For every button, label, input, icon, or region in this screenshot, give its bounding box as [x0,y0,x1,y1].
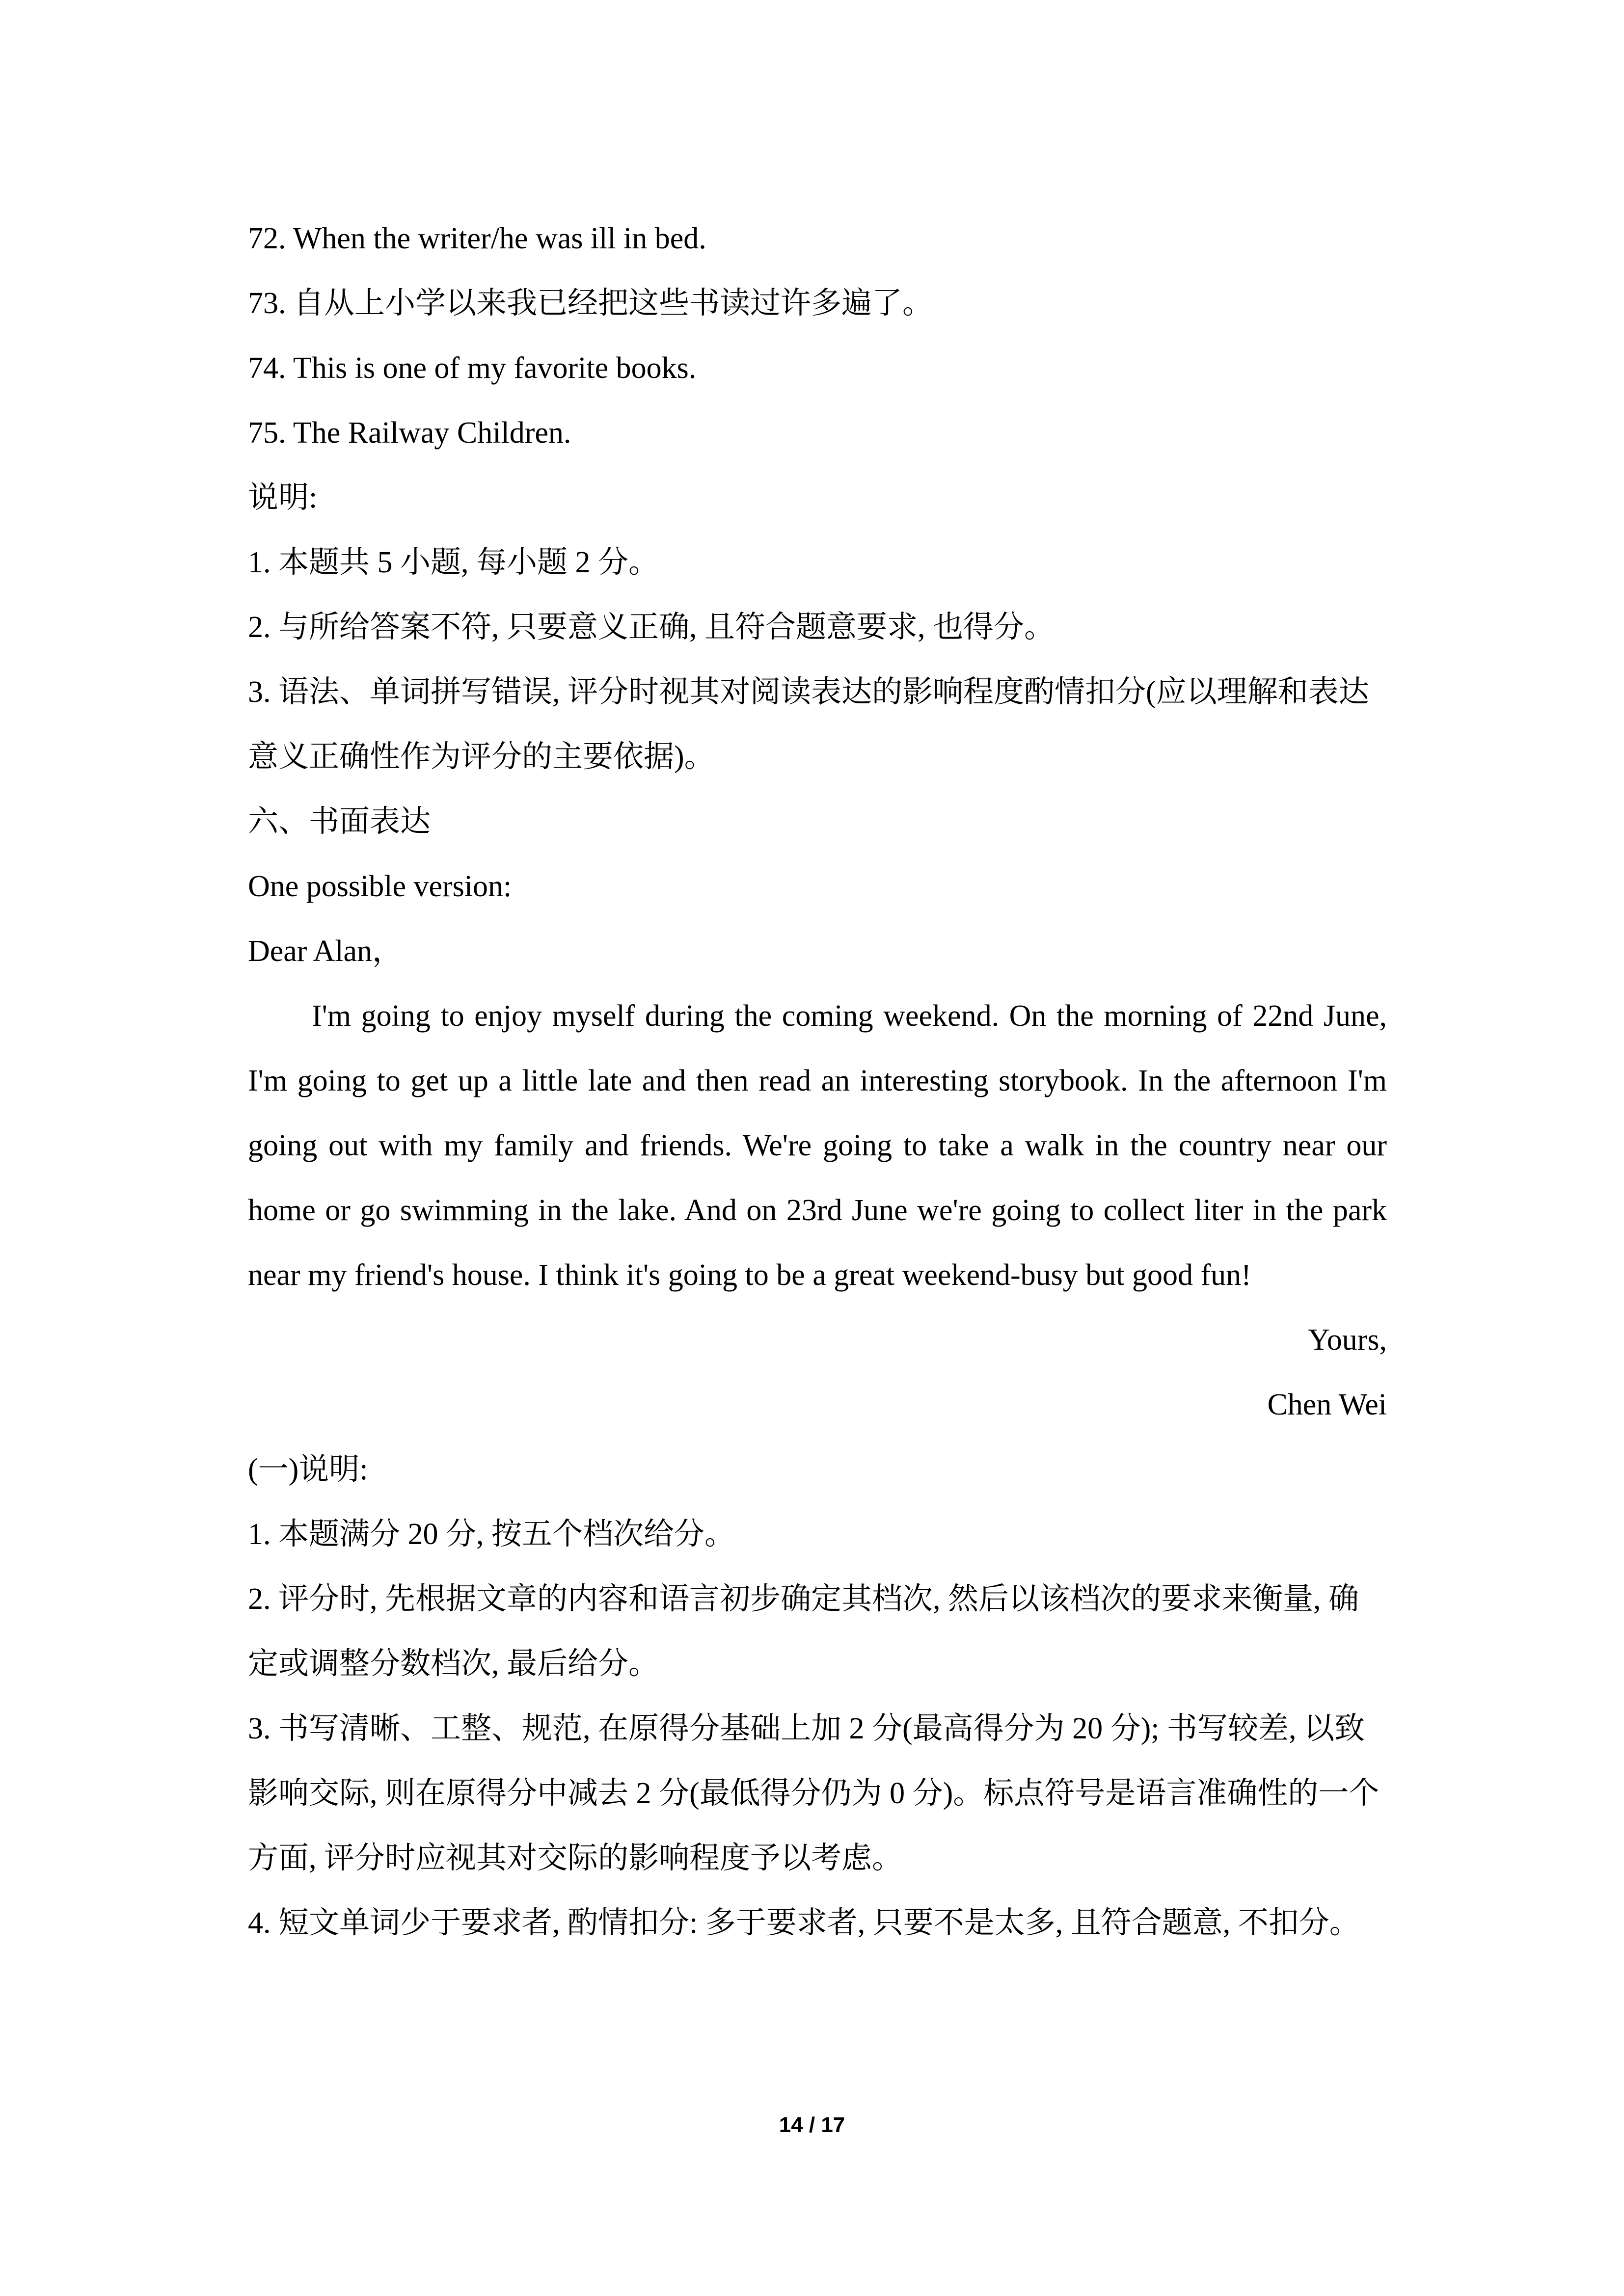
letter-greeting: Dear Alan， [248,934,403,968]
version-label: One possible version: [248,870,512,903]
letter-closing: Yours, [1308,1323,1387,1357]
notes-heading: 说明: [248,481,318,514]
scoring-note-1: 1. 本题满分 20 分, 按五个档次给分。 [248,1518,735,1551]
answer-75: 75. The Railway Children. [248,416,571,450]
scoring-note-4: 4. 短文单词少于要求者, 酌情扣分: 多于要求者, 只要不是太多, 且符合题意, 不扣分。 [248,1906,1360,1940]
note-2: 2. 与所给答案不符, 只要意义正确, 且符合题意要求, 也得分。 [248,611,1055,644]
scoring-note-3: 3. 书写清晰、工整、规范, 在原得分基础上加 2 分(最高得分为 20 分); 书写较差, 以致影响交际, 则在原得分中减去 2 分(最低得分仍为 0 分)。标点符号是语言准确性的一个方面, 评分时应视其对交际的影响程度予以考虑。 [248,1712,1380,1875]
answer-73: 73. 自从上小学以来我已经把这些书读过许多遍了。 [248,287,933,320]
answer-74: 74. This is one of my favorite books. [248,351,697,385]
scoring-heading: (一)说明: [248,1453,368,1486]
letter-signature: Chen Wei [1267,1388,1387,1421]
page-content [248,206,1387,1955]
page-number: 14 / 17 [779,2113,845,2137]
note-3: 3. 语法、单词拼写错误, 评分时视其对阅读表达的影响程度酌情扣分(应以理解和表达意义正确性作为评分的主要依据)。 [248,675,1369,774]
answer-72: 72. When the writer/he was ill in bed. [248,222,706,255]
section-title: 六、书面表达 [248,805,431,838]
letter-body: I'm going to enjoy myself during the coming weekend. On the morning of 22nd June, I'm going to get up a little late and then read an interesting storybook. In the afternoon I'm going out with my family and friends. We're going to take a walk in the country near our home or go swimming in the lake. And on 23rd June we're going to collect liter in the park near my friend's house. I think it's going to be a great weekend-busy but good fun! [248,999,1387,1292]
scoring-note-2: 2. 评分时, 先根据文章的内容和语言初步确定其档次, 然后以该档次的要求来衡量, 确定或调整分数档次, 最后给分。 [248,1582,1359,1681]
note-1: 1. 本题共 5 小题, 每小题 2 分。 [248,546,659,579]
